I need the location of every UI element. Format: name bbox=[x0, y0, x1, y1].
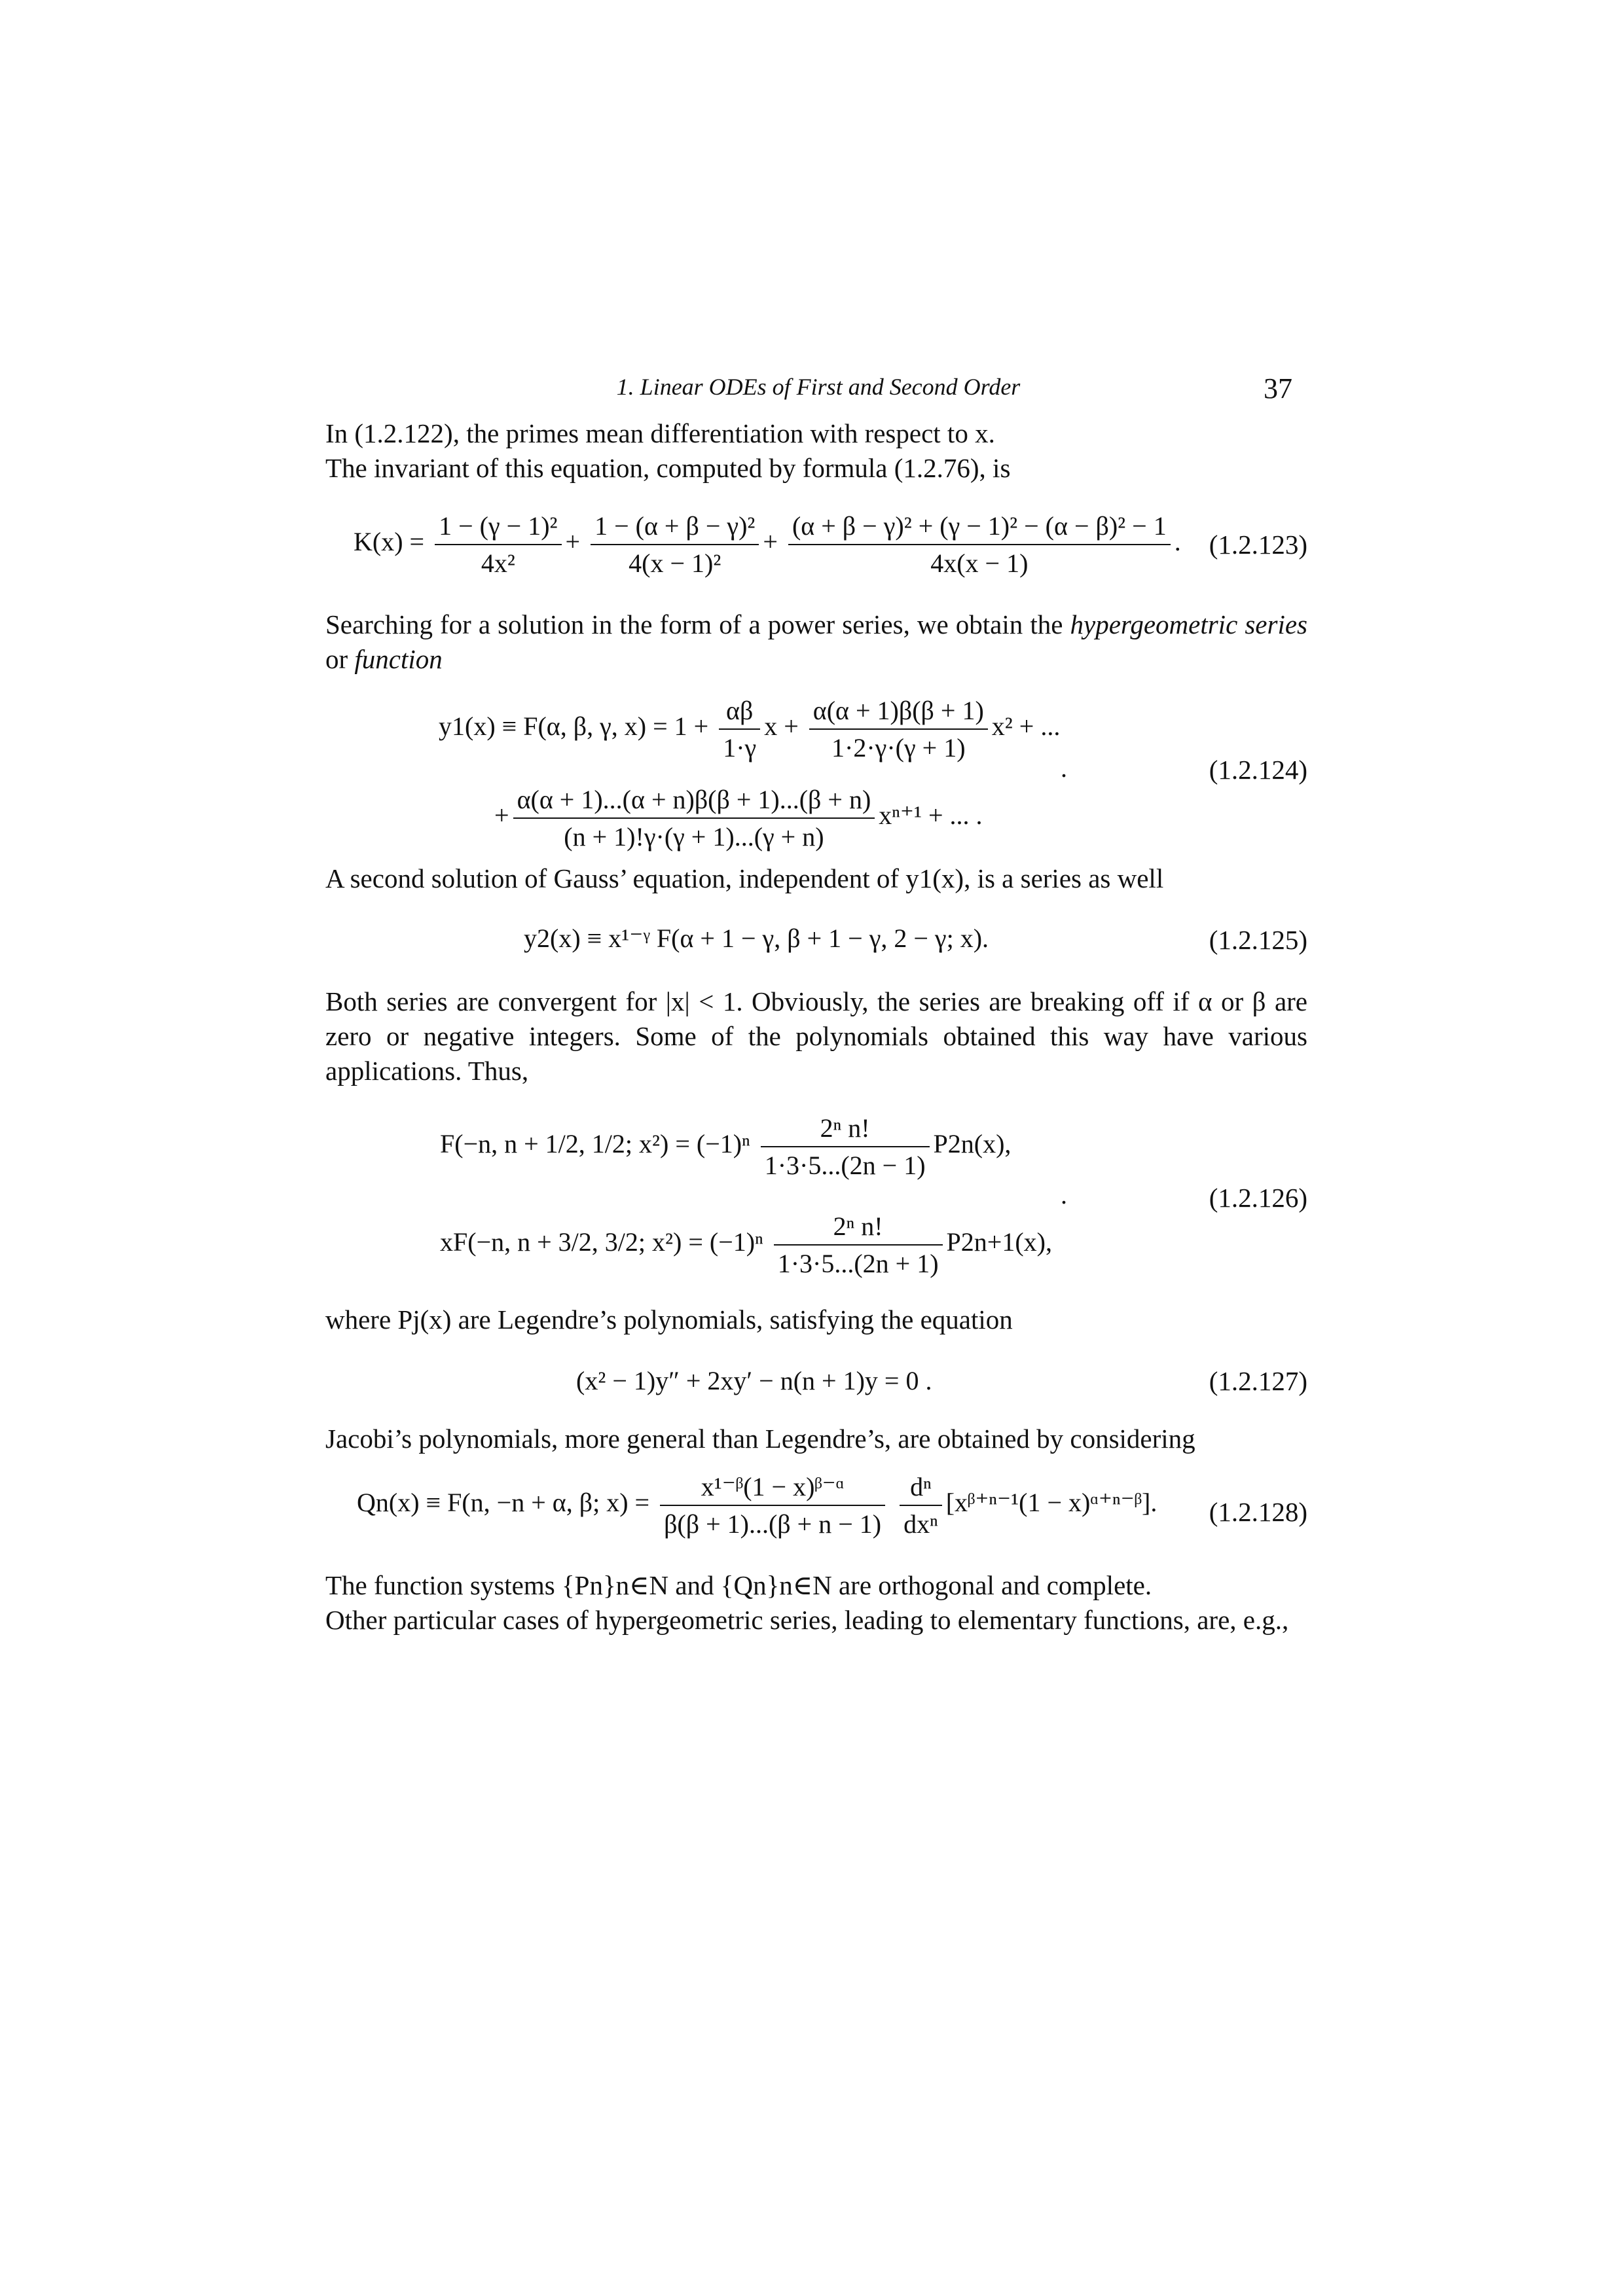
emphasis: hypergeometric series bbox=[1070, 609, 1307, 639]
text-line: In (1.2.122), the primes mean differentiation with respect to x. bbox=[325, 418, 995, 448]
running-header: 1. Linear ODEs of First and Second Order bbox=[616, 374, 1021, 400]
text-line: A second solution of Gauss’ equation, independent of y1(x), is a series as well bbox=[325, 863, 1164, 893]
eq-term: x + bbox=[764, 711, 799, 742]
eq-term: P2n(x), bbox=[933, 1129, 1012, 1159]
numerator: 2ⁿ n! bbox=[820, 1113, 870, 1143]
text-run: Searching for a solution in the form of a power series, we obtain the bbox=[325, 609, 1070, 639]
text-block: Other particular cases of hypergeometric series, leading to elementary functions, are, e.g., bbox=[325, 1605, 1289, 1635]
fraction bbox=[591, 511, 759, 579]
equation-1-2-126-line2 bbox=[440, 1211, 1052, 1279]
denominator: 1·γ bbox=[719, 728, 760, 763]
eq-term: xⁿ⁺¹ + ... . bbox=[879, 800, 983, 831]
denominator: 4x² bbox=[435, 544, 561, 579]
page-number: 37 bbox=[1264, 372, 1292, 404]
equation-number: (1.2.126) bbox=[1209, 1183, 1307, 1213]
eq-lhs: F(−n, n + 1/2, 1/2; x²) = (−1)ⁿ bbox=[440, 1129, 750, 1159]
eq-lhs: xF(−n, n + 3/2, 3/2; x²) = (−1)ⁿ bbox=[440, 1227, 763, 1257]
eq-body: y2(x) ≡ x¹⁻ᵞ F(α + 1 − γ, β + 1 − γ, 2 − γ; x). bbox=[524, 924, 989, 953]
text-line: The function systems {Pn}n∈N and {Qn}n∈N are orthogonal and complete. bbox=[325, 1570, 1152, 1600]
equation-number: (1.2.124) bbox=[1209, 755, 1307, 785]
equation-1-2-124-line2: + $\frac{\alpha(\alpha + 1)...(\alpha + n)\beta(\beta + 1)...(\beta + n)}{(n + 1)!\gamma\cdot(\gamma + 1)...(\gamma + n)}$ xⁿ⁺¹ + ... . bbox=[494, 785, 983, 852]
eq-term: P2n+1(x), bbox=[946, 1227, 1052, 1257]
numerator: 1 − (γ − 1)² bbox=[439, 511, 558, 541]
text-line bbox=[325, 607, 1307, 677]
paragraph-second-solution bbox=[325, 861, 1307, 896]
emphasis: function bbox=[354, 644, 443, 674]
eq-term: [xᵝ⁺ⁿ⁻¹(1 − x)ᵅ⁺ⁿ⁻ᵝ]. bbox=[945, 1488, 1158, 1518]
numerator: dⁿ bbox=[910, 1472, 932, 1501]
fraction bbox=[513, 784, 875, 852]
numerator: x¹⁻ᵝ(1 − x)ᵝ⁻ᵅ bbox=[701, 1472, 845, 1501]
denominator: β(β + 1)...(β + n − 1) bbox=[660, 1505, 885, 1539]
numerator: 2ⁿ n! bbox=[833, 1211, 883, 1241]
denominator: (n + 1)!γ·(γ + 1)...(γ + n) bbox=[513, 817, 875, 852]
equation-1-2-124-line1 bbox=[439, 695, 1060, 763]
denominator: dxⁿ bbox=[900, 1505, 942, 1539]
equation-number: (1.2.128) bbox=[1209, 1497, 1307, 1527]
fraction bbox=[809, 695, 988, 763]
eq-body: (x² − 1)y″ + 2xy′ − n(n + 1)y = 0 . bbox=[576, 1366, 932, 1395]
fraction bbox=[435, 511, 561, 579]
equation-period: . bbox=[1061, 753, 1067, 783]
fraction bbox=[660, 1471, 885, 1539]
denominator: 1·3·5...(2n + 1) bbox=[774, 1244, 943, 1279]
numerator: 1 − (α + β − γ)² bbox=[594, 511, 756, 541]
numerator: αβ bbox=[726, 696, 754, 725]
fraction bbox=[719, 695, 760, 763]
fraction bbox=[761, 1113, 930, 1181]
paragraph-jacobi bbox=[325, 1422, 1307, 1456]
eq-lhs: y1(x) ≡ F(α, β, γ, x) = 1 + bbox=[439, 711, 709, 742]
denominator: 4(x − 1)² bbox=[591, 544, 759, 579]
equation-period: . bbox=[1061, 1180, 1067, 1210]
equation-1-2-127 bbox=[576, 1365, 932, 1396]
eq-lhs: Qn(x) ≡ F(n, −n + α, β; x) = bbox=[357, 1488, 650, 1518]
paragraph-intro bbox=[325, 416, 1307, 486]
text-line: where Pj(x) are Legendre’s polynomials, satisfying the equation bbox=[325, 1304, 1013, 1335]
paragraph-legendre bbox=[325, 1302, 1307, 1337]
eq-lhs: K(x) = bbox=[354, 527, 425, 557]
equation-1-2-123: K(x) = $\frac{\text{1 − (γ − 1)²}}{\text{4x²}}$ + $\frac{\text{1 − (α + β − γ)²}}{\text{4(x − 1)²}}$ + $\frac{\text{(α + β − γ)² + (γ − 1)² − (α − β)² − 1}}{4x(x - 1)}$ . bbox=[354, 511, 1181, 578]
fraction bbox=[788, 511, 1171, 579]
denominator: 4x(x − 1) bbox=[788, 544, 1171, 579]
equation-1-2-126-line1 bbox=[440, 1113, 1011, 1181]
text-line: The invariant of this equation, computed by formula (1.2.76), is bbox=[325, 453, 1011, 483]
equation-number: (1.2.125) bbox=[1209, 925, 1307, 955]
equation-number: (1.2.123) bbox=[1209, 529, 1307, 560]
equation-1-2-128 bbox=[357, 1471, 1157, 1539]
numerator: α(α + 1)β(β + 1) bbox=[812, 696, 984, 725]
text-run: or bbox=[325, 644, 355, 674]
text-block: Both series are convergent for |x| < 1. Obviously, the series are breaking off if α or β are zero or negative integers. Some of the polynomials obtained this way have various applications. Thus, bbox=[325, 986, 1307, 1086]
paragraph-power-series bbox=[325, 607, 1307, 677]
fraction bbox=[900, 1471, 942, 1539]
fraction bbox=[774, 1211, 943, 1279]
equation-1-2-125 bbox=[524, 923, 989, 954]
denominator: 1·2·γ·(γ + 1) bbox=[809, 728, 988, 763]
numerator: (α + β − γ)² + (γ − 1)² − (α − β)² − 1 bbox=[792, 511, 1167, 541]
text-line: Jacobi’s polynomials, more general than Legendre’s, are obtained by considering bbox=[325, 1424, 1195, 1454]
paragraph-function-systems bbox=[325, 1568, 1307, 1638]
eq-term: x² + ... bbox=[991, 711, 1061, 742]
denominator: 1·3·5...(2n − 1) bbox=[761, 1146, 930, 1181]
paragraph-convergence bbox=[325, 984, 1307, 1088]
equation-number: (1.2.127) bbox=[1209, 1366, 1307, 1396]
numerator: α(α + 1)...(α + n)β(β + 1)...(β + n) bbox=[517, 785, 871, 814]
